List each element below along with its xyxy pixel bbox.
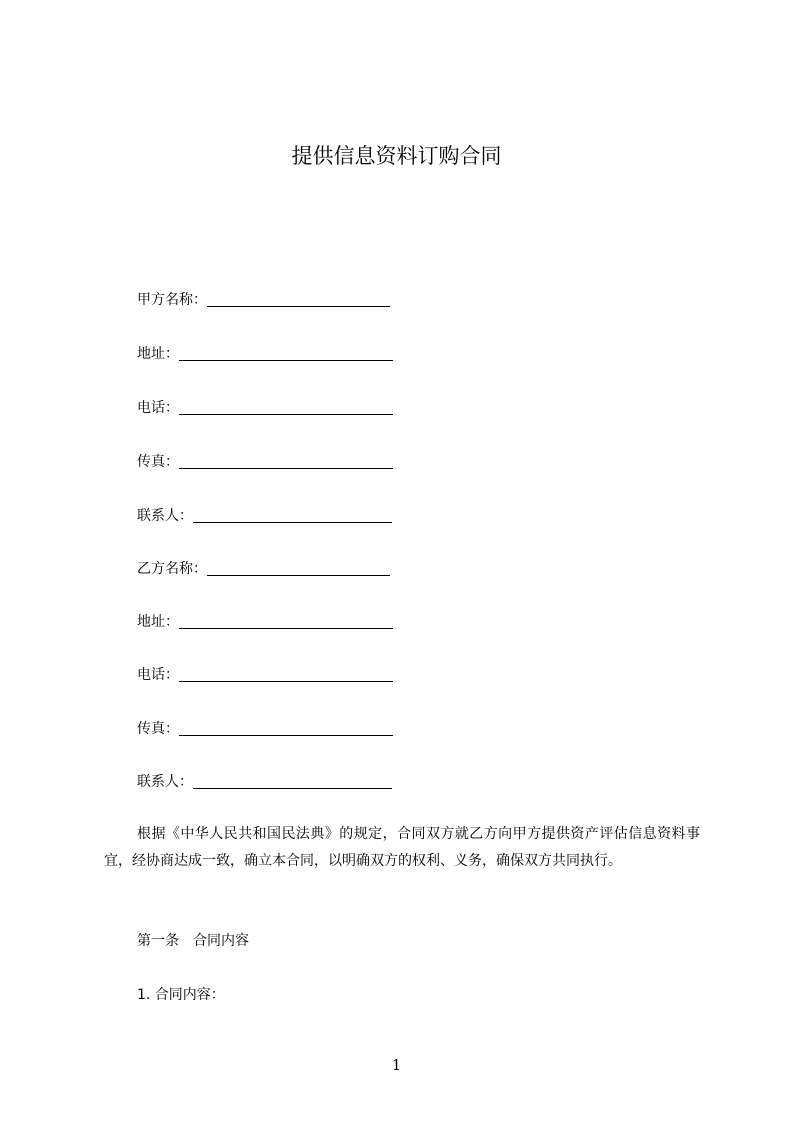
party-a-phone-label: 电话： — [137, 400, 179, 416]
party-a-fax-field — [137, 452, 393, 472]
party-a-name-field — [137, 290, 390, 310]
party-b-fax-field — [137, 719, 393, 739]
party-a-contact-label: 联系人： — [137, 508, 193, 524]
party-b-phone-field — [137, 665, 393, 685]
party-b-fax-blank — [179, 721, 393, 736]
party-b-phone-blank — [179, 667, 393, 682]
party-b-name-label: 乙方名称： — [137, 561, 207, 577]
party-a-address-label: 地址： — [137, 346, 179, 362]
party-b-contact-field — [137, 772, 392, 792]
document-title: 提供信息资料订购合同 — [291, 144, 502, 168]
party-b-name-blank — [207, 561, 390, 576]
party-b-contact-blank — [193, 774, 392, 789]
party-a-address-blank — [179, 346, 393, 361]
party-b-address-blank — [179, 614, 393, 629]
party-b-fax-label: 传真： — [137, 721, 179, 737]
party-a-fax-blank — [179, 454, 393, 469]
party-b-address-label: 地址： — [137, 614, 179, 630]
party-a-contact-field — [137, 506, 392, 526]
preamble-paragraph: 根据《中华人民共和国民法典》的规定，合同双方就乙方向甲方提供资产评估信息资料事宜，经协商达成一致，确立本合同，以明确双方的权利、义务，确保双方共同执行。 — [104, 826, 700, 869]
party-a-name-label: 甲方名称： — [137, 292, 207, 308]
party-b-address-field — [137, 612, 393, 632]
party-a-phone-blank — [179, 400, 393, 415]
party-a-contact-blank — [193, 508, 392, 523]
party-b-contact-label: 联系人： — [137, 774, 193, 790]
page-number: 1 — [391, 1056, 402, 1074]
party-a-name-blank — [207, 292, 390, 307]
party-a-fax-label: 传真： — [137, 454, 179, 470]
clause-1: 1. 合同内容： — [137, 987, 225, 1003]
party-a-address-field — [137, 344, 393, 364]
party-a-phone-field — [137, 398, 393, 418]
party-b-name-field — [137, 559, 390, 579]
party-b-phone-label: 电话： — [137, 667, 179, 683]
article-1-heading: 第一条 合同内容 — [137, 933, 249, 949]
